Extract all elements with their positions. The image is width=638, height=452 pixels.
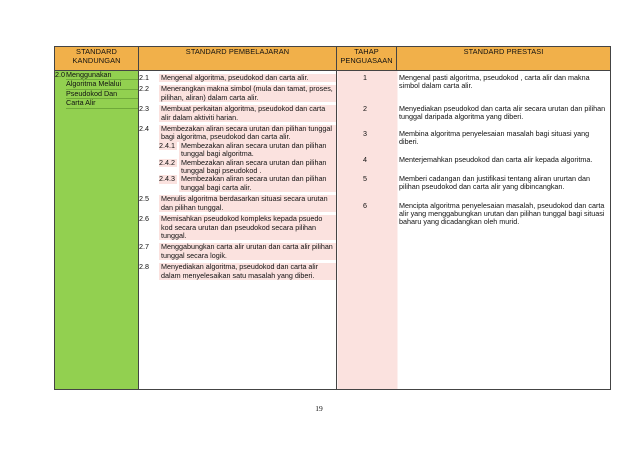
learning-standard-number: 2.8 [139,262,149,272]
performance-level-number: 1 [363,73,367,82]
learning-substandard-text: Membezakan aliran secara urutan dan pilihan tunggal bagi pseudokod . [179,159,336,176]
performance-level-text: Menterjemahkan pseudokod dan carta alir kepada algoritma. [399,155,593,165]
learning-standard-text: Menulis algoritma berdasarkan situasi secara urutan dan pilihan tunggal. [159,195,336,212]
learning-standard-item [139,243,336,260]
performance-level-row [337,175,610,192]
learning-substandard-item [159,142,336,159]
performance-level-row [337,130,610,147]
learning-standard-item [139,263,336,280]
learning-standard-number: 2.5 [139,194,149,204]
learning-standard-text: Menerangkan makna simbol (mula dan tamat, proses, pilihan, aliran) dalam carta alir. [159,85,336,102]
prestasi-cell [337,71,611,390]
learning-standard-text: Menyediakan algoritma, pseudokod dan carta alir dalam menyelesaikan satu masalah yang diberi. [159,263,336,280]
performance-level-row [337,202,610,227]
learning-substandard-item [159,175,336,192]
kandungan-cell [55,71,139,390]
performance-level-text: Mengenal pasti algoritma, pseudokod , carta alir dan makna simbol dalam carta alir. [399,73,590,91]
kandungan-line: Menggunakan [66,71,138,80]
kandungan-line: Carta Alir [66,99,138,108]
learning-substandard-number: 2.4.1 [159,140,175,150]
learning-standard-item [139,85,336,102]
header-standard-pembelajaran: STANDARD PEMBELAJARAN [139,47,337,71]
header-standard-kandungan: STANDARD KANDUNGAN [55,47,139,71]
performance-level-number: 6 [363,200,367,210]
performance-level-row [337,156,610,164]
header-standard-prestasi: STANDARD PRESTASI [397,47,611,71]
performance-level-row [337,74,610,91]
learning-standard-text: Menggabungkan carta alir urutan dan carta alir pilihan tunggal secara logik. [159,243,336,260]
learning-standard-item [139,125,336,142]
performance-level-text: Menyediakan pseudokod dan carta alir secara urutan dan pilihan tunggal daripada algoritma yang diberi. [399,103,606,122]
learning-standard-item [139,195,336,212]
learning-substandard-text: Membezakan aliran secara urutan dan pilihan tunggal bagi algoritma. [179,142,336,159]
learning-standard-text: Mengenal algoritma, pseudokod dan carta alir. [159,74,336,82]
learning-standard-item [139,74,336,82]
kandungan-line: Pseudokod Dan [66,90,138,99]
performance-level-text: Membina algoritma penyelesaian masalah bagi situasi yang diberi. [399,128,590,147]
learning-standard-text: Membuat perkaitan algoritma, pseudokod dan carta alir dalam aktiviti harian. [159,105,336,122]
learning-standard-item [139,105,336,122]
page-number: 19 [315,404,323,413]
learning-standard-number: 2.4 [139,124,149,134]
learning-standard-text: Memisahkan pseudokod kompleks kepada psuedo kod secara urutan dan pseudokod secara pilihan tunggal. [159,215,336,240]
standards-table [54,46,611,390]
kandungan-number: 2.0 [55,70,65,79]
learning-standard-number: 2.7 [139,242,149,252]
performance-level-text: Mencipta algoritma penyelesaian masalah, pseudokod dan carta alir yang menggabungkan urutan dan pilihan tunggal bagi situasi baharu yang dicadangkan oleh murid. [399,200,605,227]
learning-standard-item [139,215,336,240]
header-tahap-penguasaan: TAHAP PENGUASAAN [337,47,397,71]
kandungan-line: Algoritma Melalui [66,80,138,89]
learning-standard-number: 2.2 [139,84,149,94]
learning-substandard-text: Membezakan aliran secara urutan dan pilihan tunggal bagi carta alir. [179,175,336,192]
pembelajaran-cell [139,71,337,390]
learning-substandard-item [159,159,336,176]
learning-substandard-number: 2.4.2 [159,157,175,167]
performance-level-number: 2 [363,103,367,113]
learning-standard-text: Membezakan aliran secara urutan dan pilihan tunggal bagi algoritma, pseudokod dan carta alir. [159,125,336,142]
performance-level-number: 4 [363,155,367,165]
performance-level-number: 5 [363,173,367,183]
learning-standard-number: 2.3 [139,104,149,114]
kandungan-title [55,71,138,109]
performance-level-row [337,105,610,122]
learning-standard-number: 2.1 [139,73,149,82]
performance-level-number: 3 [363,128,367,138]
performance-level-text: Memberi cadangan dan justifikasi tentang aliran ururtan dan pilihan pseudokod dan carta alir yang dibincangkan. [399,173,590,192]
learning-standard-number: 2.6 [139,214,149,224]
learning-substandard-number: 2.4.3 [159,174,175,184]
